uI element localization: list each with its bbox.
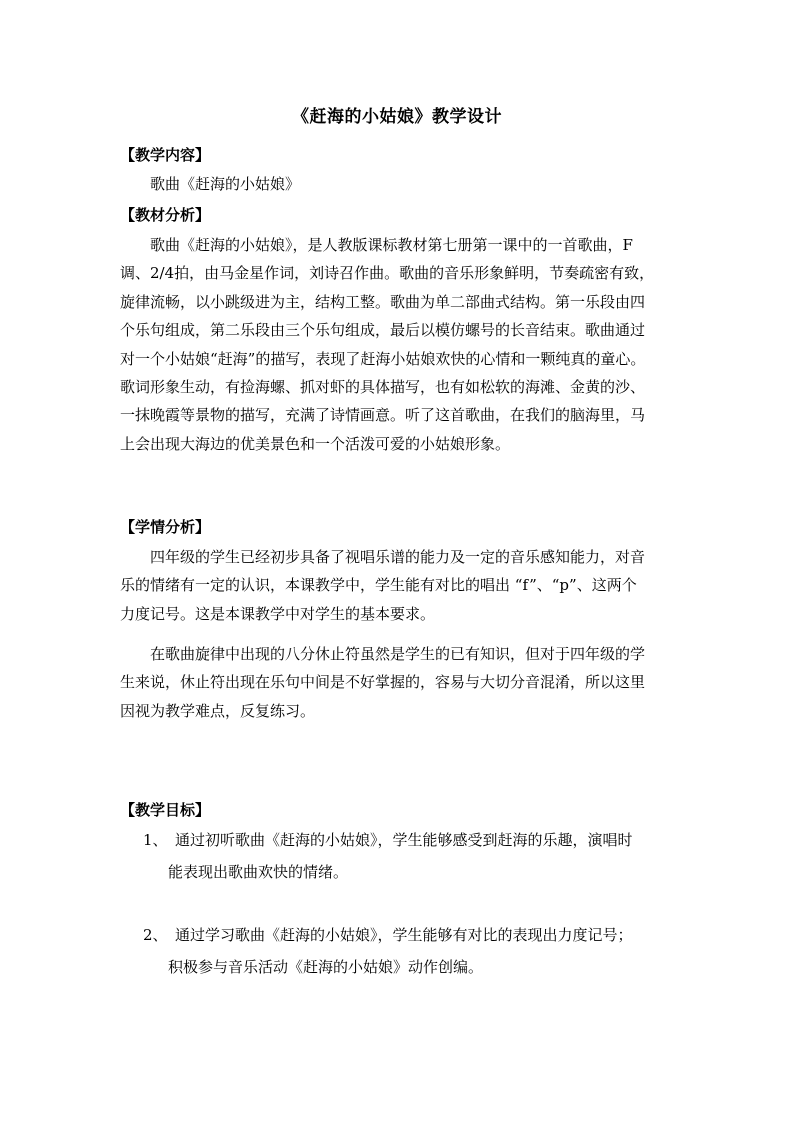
paragraph-line: 对一个小姑娘“赶海”的描写，表现了赶海小姑娘欢快的心情和一颗纯真的童心。 [120, 349, 646, 368]
material-analysis-paragraph [120, 231, 682, 458]
learner-analysis-paragraph-2 [120, 640, 682, 725]
heading-material-analysis: 【教材分析】 [120, 206, 211, 224]
paragraph-line: 歌词形象生动，有捡海螺、抓对虾的具体描写，也有如松软的海滩、金黄的沙、 [120, 378, 646, 397]
paragraph-line: 生来说，休止符出现在乐句中间是不好掌握的，容易与大切分音混淆，所以这里 [120, 673, 646, 692]
goal-text-continued: 能表现出歌曲欢快的情绪。 [168, 863, 349, 881]
paragraph-line: 因视为教学难点，反复练习。 [120, 701, 316, 720]
goal-item-2 [143, 919, 683, 983]
goal-text: 通过初听歌曲《赶海的小姑娘》，学生能够感受到赶海的乐趣，演唱时 [175, 831, 633, 849]
heading-teaching-content: 【教学内容】 [120, 146, 211, 164]
heading-teaching-goals: 【教学目标】 [120, 801, 211, 819]
goal-number: 2、 [143, 926, 168, 944]
paragraph-line: 一抹晚霞等景物的描写，充满了诗情画意。听了这首歌曲，在我们的脑海里，马 [120, 406, 646, 425]
paragraph-line: 上会出现大海边的优美景色和一个活泼可爱的小姑娘形象。 [120, 434, 511, 453]
paragraph-line: 乐的情绪有一定的认识，本课教学中，学生能有对比的唱出 “f”、“p”、这两个 [120, 576, 637, 595]
learner-analysis-paragraph-1 [120, 543, 682, 628]
paragraph-line: 旋律流畅，以小跳级进为主，结构工整。歌曲为单二部曲式结构。第一乐段由四 [120, 292, 646, 311]
paragraph-line: 歌曲《赶海的小姑娘》 [150, 175, 301, 193]
heading-learner-analysis: 【学情分析】 [120, 518, 211, 536]
paragraph-line: 调、2/4拍，由马金星作词，刘诗召作曲。歌曲的音乐形象鲜明，节奏疏密有致， [120, 264, 655, 283]
paragraph-line: 力度记号。这是本课教学中对学生的基本要求。 [120, 604, 436, 623]
goal-item-1 [143, 824, 683, 888]
paragraph-line: 在歌曲旋律中出现的八分休止符虽然是学生的已有知识，但对于四年级的学 [150, 645, 646, 663]
document-title: 《赶海的小姑娘》教学设计 [292, 107, 502, 127]
goal-text: 通过学习歌曲《赶海的小姑娘》，学生能够有对比的表现出力度记号； [175, 926, 633, 944]
goal-number: 1、 [143, 831, 168, 849]
goal-text-continued: 积极参与音乐活动《赶海的小姑娘》动作创编。 [168, 958, 484, 976]
paragraph-line: 四年级的学生已经初步具备了视唱乐谱的能力及一定的音乐感知能力，对音 [150, 548, 646, 566]
paragraph-line: 个乐句组成，第二乐段由三个乐句组成，最后以模仿螺号的长音结束。歌曲通过 [120, 321, 646, 340]
paragraph-line: 歌曲《赶海的小姑娘》，是人教版课标教材第七册第一课中的一首歌曲，F [150, 236, 633, 254]
teaching-content-text [120, 170, 682, 198]
